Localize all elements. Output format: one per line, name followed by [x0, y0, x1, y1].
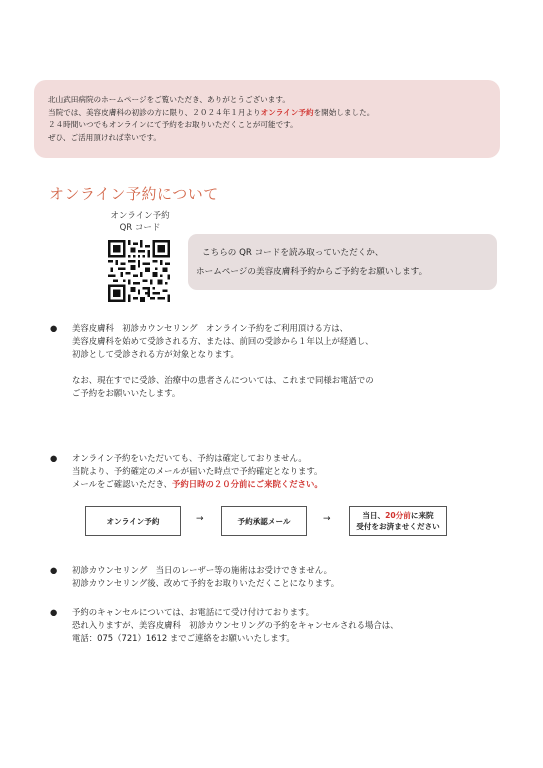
flow-arrow-icon: →: [323, 514, 331, 524]
bullet-1-line-4: なお、現在すでに受診、治療中の患者さんについては、これまで同様お電話での: [72, 375, 374, 385]
qr-caption: [92, 210, 188, 234]
online-reservation-highlight: オンライン予約: [260, 107, 314, 117]
bullet-2-marker: ●: [50, 453, 58, 463]
flow-step-3-text: 当日、: [362, 511, 386, 520]
bullet-1-marker: ●: [50, 323, 58, 333]
intro-line-2-text: 当院では、美容皮膚科の初診の方に限り、２０２４年１月より: [48, 107, 261, 117]
bullet-2-line-1: オンライン予約をいただいても、予約は確定しておりません。: [72, 453, 307, 463]
bullet-2-line-3-text: メールをご確認いただき、: [72, 479, 172, 489]
flow-step-arrival: [349, 506, 447, 536]
bullet-2-text: [72, 452, 512, 491]
bullet-1-line-3: 初診として受診される方が対象となります。: [72, 349, 239, 359]
bullet-4-text: [72, 606, 512, 645]
bullet-2-line-2: 当院より、予約確定のメールが届いた時点で予約確定となります。: [72, 466, 323, 476]
flow-step-online-reservation: オンライン予約: [85, 506, 181, 536]
intro-line-3: ２４時間いつでもオンラインにて予約をお取りいただくことが可能です。: [48, 120, 298, 130]
intro-box: [34, 80, 500, 158]
flow-step-3-line-2: 受付をお済ませください: [356, 522, 440, 531]
bullet-3-line-1: 初診カウンセリング 当日のレーザー等の施術はお受けできません。: [72, 565, 332, 575]
bullet-1-line-5: ご予約をお願いいたします。: [72, 388, 181, 398]
bullet-4-line-1: 予約のキャンセルについては、お電話にて受け付けております。: [72, 607, 315, 617]
intro-line-1: 北山武田病院のホームページをご覧いただき、ありがとうございます。: [48, 95, 290, 104]
bullet-1-line-1: 美容皮膚科 初診カウンセリング オンライン予約をご利用頂ける方は、: [72, 323, 348, 333]
bullet-3-text: [72, 564, 512, 590]
bullet-2-line-3: [72, 478, 512, 491]
bullet-3-line-2: 初診カウンセリング後、改めて予約をお取りいただくことになります。: [72, 578, 340, 588]
flow-arrow-icon: →: [196, 514, 204, 524]
arrival-time-highlight: 予約日時の２０分前にご来院ください。: [172, 479, 323, 489]
qr-caption-line-1: オンライン予約: [110, 211, 170, 221]
bullet-4-line-3: 電話：075（721）1612 までご連絡をお願いいたします。: [72, 633, 295, 643]
bullet-3-marker: ●: [50, 565, 58, 575]
flow-step-3-line-1: [362, 510, 433, 521]
qr-instruction-box: [188, 234, 497, 290]
qr-note-line-1: こちらの QR コードを読み取っていただくか、: [202, 248, 384, 258]
flow-20min-highlight: 20分前: [385, 511, 411, 520]
bullet-4-line-2: 恐れ入りますが、美容皮膚科 初診カウンセリングの予約をキャンセルされる場合は、: [72, 620, 399, 630]
section-title: オンライン予約について: [49, 185, 219, 203]
bullet-1-text: [72, 322, 512, 400]
bullet-4-marker: ●: [50, 607, 58, 617]
intro-line-2-tail: を開始しました。: [313, 107, 375, 117]
qr-code-icon[interactable]: [108, 240, 170, 302]
flow-step-approval-email: 予約承認メール: [221, 506, 307, 536]
intro-line-2: [48, 107, 486, 120]
bullet-1-line-2: 美容皮膚科を始めて受診される方、または、前回の受診から１年以上が経過し、: [72, 336, 374, 346]
intro-line-4: ぜひ、ご活用頂ければ幸いです。: [48, 133, 161, 143]
flow-step-3-tail: に来院: [410, 511, 434, 520]
qr-note-line-2: ホームページの美容皮膚科予約からご予約をお願いします。: [196, 267, 428, 277]
qr-caption-line-2: QR コード: [119, 223, 161, 233]
